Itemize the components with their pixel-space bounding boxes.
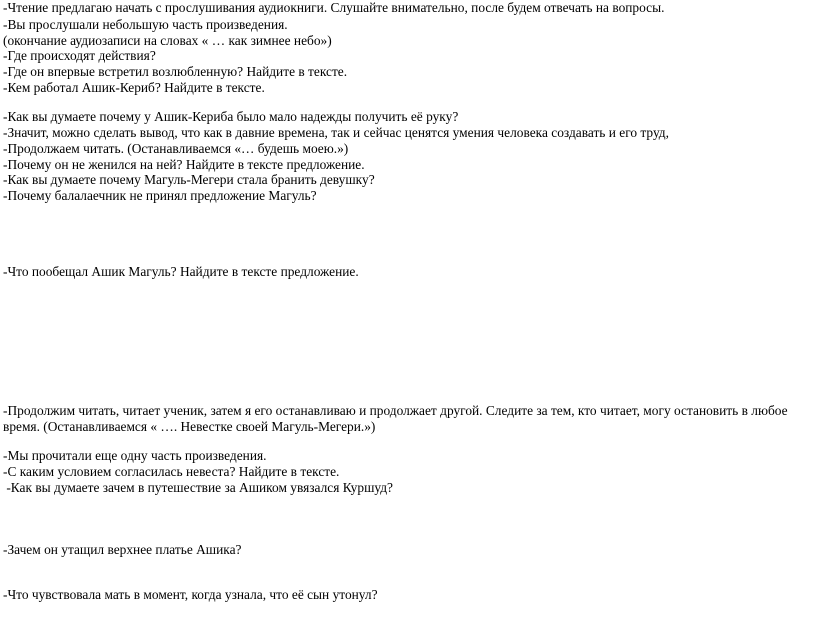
text-line: -Где происходят действия? (3, 48, 156, 63)
text-line: -Почему он не женился на ней? Найдите в тексте предложение. (3, 157, 365, 172)
text-paragraph: -Продолжим читать, читает ученик, затем я его останавливаю и продолжает другой. Следите за тем, кто читает, могу остановить в любое время. (Останавливаемся « …. Невестке своей Магуль-Мегери.») (3, 403, 788, 434)
text-line: -Почему балалаечник не принял предложение Магуль? (3, 188, 317, 203)
text-line: -Как вы думаете зачем в путешествие за Ашиком увязался Куршуд? (3, 480, 393, 495)
text-line: -Как вы думаете почему у Ашик-Кериба было мало надежды получить её руку? (3, 109, 459, 124)
text-line: -Вы прослушали небольшую часть произведения. (3, 17, 288, 32)
text-line: -Мы прочитали еще одну часть произведения. (3, 448, 267, 463)
text-line: -Что чувствовала мать в момент, когда узнала, что её сын утонул? (3, 587, 378, 602)
text-line: -Значит, можно сделать вывод, что как в давние времена, так и сейчас ценятся умения человека создавать и его труд, (3, 125, 669, 140)
text-line: -Что пообещал Ашик Магуль? Найдите в тексте предложение. (3, 264, 359, 279)
text-line: -С каким условием согласилась невеста? Найдите в тексте. (3, 464, 340, 479)
text-line: -Где он впервые встретил возлюбленную? Найдите в тексте. (3, 64, 348, 79)
text-line: -Продолжаем читать. (Останавливаемся «… будешь моею.») (3, 141, 349, 156)
text-line: -Кем работал Ашик-Кериб? Найдите в тексте. (3, 80, 265, 95)
text-line: -Как вы думаете почему Магуль-Мегери стала бранить девушку? (3, 172, 375, 187)
text-line: -Зачем он утащил верхнее платье Ашика? (3, 542, 242, 557)
text-line: -Чтение предлагаю начать с прослушивания аудиокниги. Слушайте внимательно, после будем отвечать на вопросы. (3, 0, 665, 15)
text-line: (окончание аудиозаписи на словах « … как зимнее небо») (3, 33, 332, 48)
